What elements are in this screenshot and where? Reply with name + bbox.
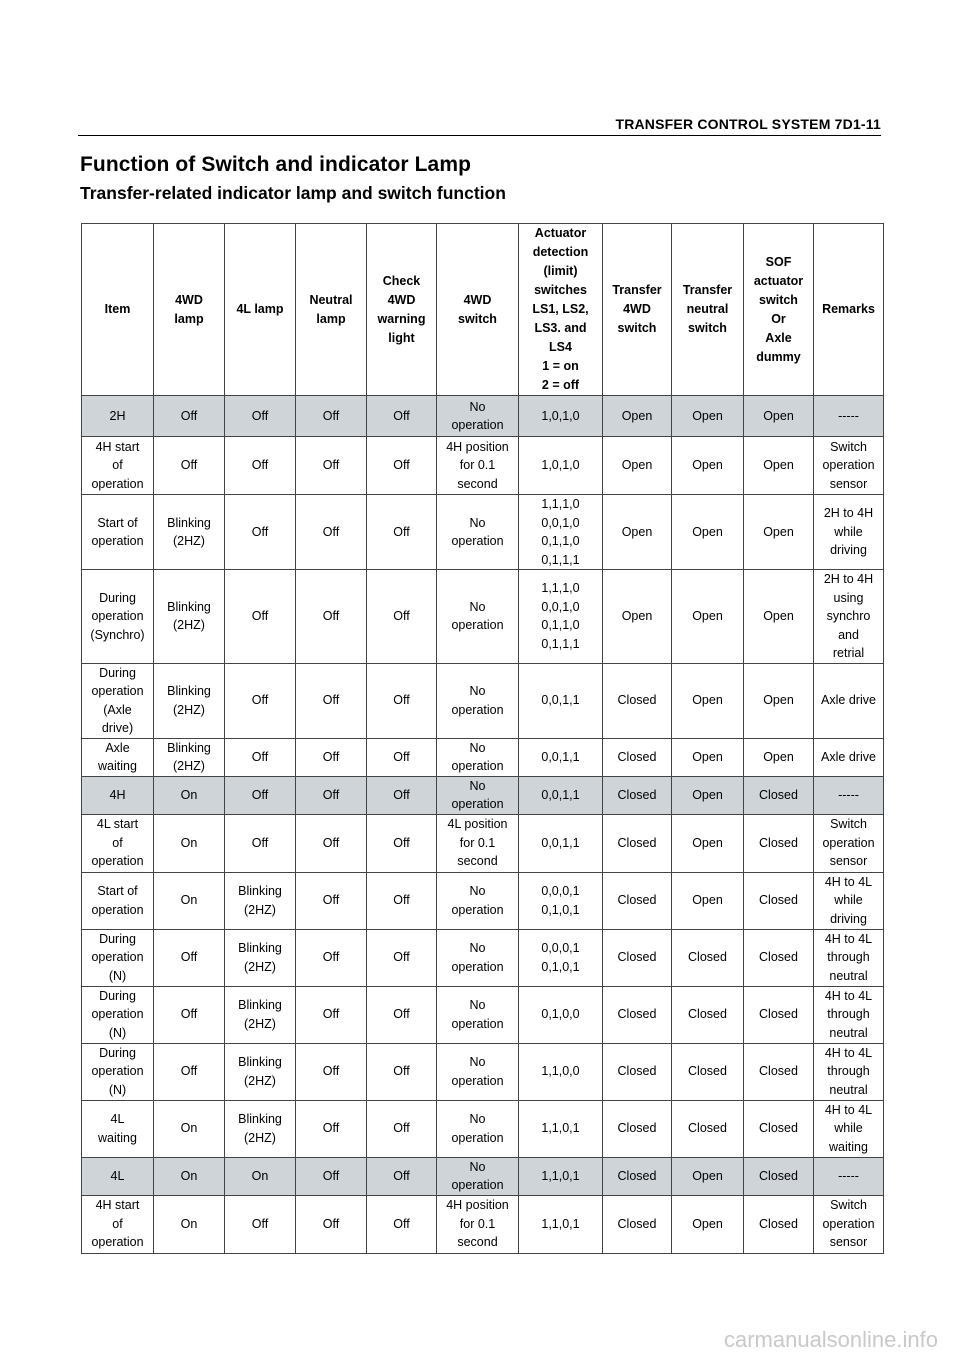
table-cell: Off	[296, 570, 367, 664]
table-cell: Closed	[744, 986, 814, 1043]
header-cell: Actuator detection (limit) switches LS1, LS2, LS3. and LS4 1 = on 2 = off	[519, 224, 603, 396]
table-cell: Open	[672, 663, 744, 738]
table-cell: Blinking (2HZ)	[225, 1043, 296, 1100]
table-row	[82, 1100, 884, 1157]
table-cell: Open	[744, 663, 814, 738]
table-cell: Open	[672, 872, 744, 929]
table-row	[82, 495, 884, 570]
table-cell: 4H	[82, 776, 154, 814]
table-cell: Closed	[603, 929, 672, 986]
table-cell: Off	[225, 738, 296, 776]
header-cell: Neutral lamp	[296, 224, 367, 396]
table-cell: Closed	[603, 776, 672, 814]
table-cell: 4L	[82, 1157, 154, 1195]
header-cell: Check 4WD warning light	[367, 224, 437, 396]
table-cell: During operation (N)	[82, 929, 154, 986]
table-cell: Off	[367, 1043, 437, 1100]
table-cell: Closed	[603, 1043, 672, 1100]
table-cell: 2H	[82, 396, 154, 437]
table-cell: Off	[225, 437, 296, 495]
table-cell: No operation	[437, 738, 519, 776]
table-cell: Closed	[603, 872, 672, 929]
table-cell: Closed	[603, 738, 672, 776]
table-cell: Off	[367, 1195, 437, 1253]
table-cell: Closed	[744, 814, 814, 872]
watermark: carmanualsonline.info	[723, 1327, 938, 1352]
table-cell: During operation (Axle drive)	[82, 663, 154, 738]
table-cell: Off	[367, 738, 437, 776]
table-cell: Off	[367, 1157, 437, 1195]
table-cell: 2H to 4H using synchro and retrial	[814, 570, 884, 664]
table-cell: -----	[814, 1157, 884, 1195]
table-cell: 0,0,0,1 0,1,0,1	[519, 872, 603, 929]
table-cell: Blinking (2HZ)	[154, 738, 225, 776]
table-cell: Open	[672, 1195, 744, 1253]
table-row	[82, 396, 884, 437]
table-cell: -----	[814, 776, 884, 814]
table-cell: 0,0,0,1 0,1,0,1	[519, 929, 603, 986]
table-cell: Off	[296, 1157, 367, 1195]
header-cell: Transfer 4WD switch	[603, 224, 672, 396]
header-cell: SOF actuator switch Or Axle dummy	[744, 224, 814, 396]
table-cell: No operation	[437, 1100, 519, 1157]
header-cell: Remarks	[814, 224, 884, 396]
table-cell: 1,1,0,1	[519, 1100, 603, 1157]
table-cell: On	[154, 776, 225, 814]
table-row	[82, 663, 884, 738]
table-cell: 4H to 4L while driving	[814, 872, 884, 929]
table-cell: No operation	[437, 986, 519, 1043]
table-cell: Start of operation	[82, 495, 154, 570]
table-cell: Closed	[672, 929, 744, 986]
section-title: Function of Switch and indicator Lamp	[80, 153, 472, 176]
table-cell: Axle drive	[814, 663, 884, 738]
table-cell: Closed	[603, 1195, 672, 1253]
table-cell: 4H position for 0.1 second	[437, 437, 519, 495]
table-cell: Switch operation sensor	[814, 437, 884, 495]
table-cell: Open	[744, 437, 814, 495]
table-cell: No operation	[437, 872, 519, 929]
table-cell: Off	[225, 396, 296, 437]
table-cell: 4H to 4L through neutral	[814, 1043, 884, 1100]
table-cell: Off	[154, 437, 225, 495]
table-cell: Open	[744, 738, 814, 776]
table-cell: 4H to 4L while waiting	[814, 1100, 884, 1157]
table-cell: 4H start of operation	[82, 437, 154, 495]
table-cell: On	[154, 872, 225, 929]
table-cell: Off	[225, 1195, 296, 1253]
table-row	[82, 1195, 884, 1253]
table-cell: Open	[744, 495, 814, 570]
table-cell: Open	[672, 814, 744, 872]
table-cell: 2H to 4H while driving	[814, 495, 884, 570]
table-cell: Off	[296, 1195, 367, 1253]
table-cell: Off	[225, 663, 296, 738]
table-cell: No operation	[437, 663, 519, 738]
switch-function-table	[81, 223, 884, 1254]
header-cell: 4L lamp	[225, 224, 296, 396]
header-cell: Item	[82, 224, 154, 396]
table-cell: 1,1,0,1	[519, 1157, 603, 1195]
table-cell: Closed	[603, 1100, 672, 1157]
table-cell: Off	[367, 495, 437, 570]
table-cell: On	[154, 814, 225, 872]
table-cell: During operation (Synchro)	[82, 570, 154, 664]
table-cell: Open	[672, 1157, 744, 1195]
table-cell: Closed	[603, 986, 672, 1043]
table-row	[82, 872, 884, 929]
table-cell: Off	[367, 1100, 437, 1157]
table-cell: Switch operation sensor	[814, 814, 884, 872]
table-cell: Off	[367, 437, 437, 495]
table-cell: Off	[225, 814, 296, 872]
header-cell: 4WD switch	[437, 224, 519, 396]
table-cell: Off	[296, 1100, 367, 1157]
table-cell: Closed	[744, 1043, 814, 1100]
table-cell: No operation	[437, 1043, 519, 1100]
table-cell: Open	[603, 396, 672, 437]
table-cell: Off	[296, 929, 367, 986]
table-cell: Blinking (2HZ)	[225, 872, 296, 929]
table-cell: 1,1,1,0 0,0,1,0 0,1,1,0 0,1,1,1	[519, 495, 603, 570]
table-cell: Off	[367, 814, 437, 872]
table-cell: Open	[672, 570, 744, 664]
table-cell: Open	[603, 437, 672, 495]
table-cell: Open	[672, 738, 744, 776]
table-cell: 4H position for 0.1 second	[437, 1195, 519, 1253]
table-cell: Off	[154, 1043, 225, 1100]
table-cell: Axle waiting	[82, 738, 154, 776]
table-cell: On	[154, 1100, 225, 1157]
table-cell: During operation (N)	[82, 1043, 154, 1100]
table-cell: Blinking (2HZ)	[154, 570, 225, 664]
table-cell: Start of operation	[82, 872, 154, 929]
table-cell: Off	[296, 776, 367, 814]
table-cell: 4H to 4L through neutral	[814, 929, 884, 986]
table-cell: Off	[367, 663, 437, 738]
header-cell: 4WD lamp	[154, 224, 225, 396]
table-cell: No operation	[437, 396, 519, 437]
table-cell: Closed	[744, 776, 814, 814]
table-row	[82, 814, 884, 872]
table-row	[82, 738, 884, 776]
subsection-title: Transfer-related indicator lamp and switch function	[80, 183, 506, 203]
table-cell: 1,1,1,0 0,0,1,0 0,1,1,0 0,1,1,1	[519, 570, 603, 664]
table-cell: Closed	[744, 872, 814, 929]
table-cell: Blinking (2HZ)	[154, 495, 225, 570]
table-cell: Off	[296, 437, 367, 495]
table-cell: Off	[225, 776, 296, 814]
table-cell: Closed	[744, 1100, 814, 1157]
table-cell: 0,0,1,1	[519, 663, 603, 738]
table-cell: Open	[672, 495, 744, 570]
table-cell: Off	[296, 872, 367, 929]
table-cell: No operation	[437, 570, 519, 664]
table-cell: Off	[296, 986, 367, 1043]
table-cell: Off	[367, 570, 437, 664]
table-cell: Off	[154, 396, 225, 437]
table-cell: Closed	[672, 1100, 744, 1157]
table-cell: 0,0,1,1	[519, 738, 603, 776]
table-cell: 1,0,1,0	[519, 437, 603, 495]
table-cell: No operation	[437, 1157, 519, 1195]
table-cell: Blinking (2HZ)	[225, 1100, 296, 1157]
table-cell: 4H start of operation	[82, 1195, 154, 1253]
table-cell: Off	[367, 776, 437, 814]
table-cell: Off	[367, 872, 437, 929]
table-cell: Off	[296, 663, 367, 738]
table-cell: 0,0,1,1	[519, 814, 603, 872]
table-cell: Open	[603, 570, 672, 664]
table-cell: Closed	[603, 663, 672, 738]
table-cell: Off	[296, 814, 367, 872]
table-cell: Off	[296, 495, 367, 570]
table-cell: 1,0,1,0	[519, 396, 603, 437]
table-cell: Off	[296, 738, 367, 776]
table-cell: Closed	[744, 929, 814, 986]
table-cell: Open	[672, 396, 744, 437]
table-row	[82, 1043, 884, 1100]
table-cell: Off	[367, 396, 437, 437]
table-cell: Blinking (2HZ)	[154, 663, 225, 738]
table-cell: Blinking (2HZ)	[225, 929, 296, 986]
table-row	[82, 986, 884, 1043]
table-cell: Off	[154, 986, 225, 1043]
table-cell: -----	[814, 396, 884, 437]
table-cell: No operation	[437, 929, 519, 986]
table-cell: 1,1,0,0	[519, 1043, 603, 1100]
table-cell: Open	[672, 437, 744, 495]
table-cell: 4H to 4L through neutral	[814, 986, 884, 1043]
header-rule	[78, 135, 881, 136]
table-cell: Switch operation sensor	[814, 1195, 884, 1253]
table-cell: Off	[225, 570, 296, 664]
table-cell: Off	[296, 396, 367, 437]
table-row	[82, 437, 884, 495]
table-cell: On	[154, 1157, 225, 1195]
table-cell: Open	[744, 570, 814, 664]
table-cell: 0,1,0,0	[519, 986, 603, 1043]
table-cell: Closed	[603, 1157, 672, 1195]
table-cell: Blinking (2HZ)	[225, 986, 296, 1043]
table-cell: Off	[367, 986, 437, 1043]
table-cell: Axle drive	[814, 738, 884, 776]
table-row	[82, 929, 884, 986]
table-cell: 0,0,1,1	[519, 776, 603, 814]
table-cell: Off	[225, 495, 296, 570]
table-cell: 4L start of operation	[82, 814, 154, 872]
table-cell: No operation	[437, 776, 519, 814]
running-header: TRANSFER CONTROL SYSTEM 7D1-11	[615, 116, 881, 132]
table-cell: 4L position for 0.1 second	[437, 814, 519, 872]
table-cell: On	[154, 1195, 225, 1253]
table-cell: During operation (N)	[82, 986, 154, 1043]
table-row	[82, 776, 884, 814]
table-cell: On	[225, 1157, 296, 1195]
table-cell: 4L waiting	[82, 1100, 154, 1157]
table-cell: Open	[672, 776, 744, 814]
table-row	[82, 570, 884, 664]
table-cell: Closed	[744, 1157, 814, 1195]
table-cell: Closed	[672, 986, 744, 1043]
table-cell: Open	[603, 495, 672, 570]
table-body	[82, 396, 884, 1254]
table-cell: Off	[154, 929, 225, 986]
table-cell: Open	[744, 396, 814, 437]
table-header-row	[82, 224, 884, 396]
table-cell: Off	[296, 1043, 367, 1100]
table-cell: 1,1,0,1	[519, 1195, 603, 1253]
table-cell: Closed	[672, 1043, 744, 1100]
header-cell: Transfer neutral switch	[672, 224, 744, 396]
table-cell: Closed	[744, 1195, 814, 1253]
table-row	[82, 1157, 884, 1195]
table-cell: Closed	[603, 814, 672, 872]
table-cell: No operation	[437, 495, 519, 570]
table-cell: Off	[367, 929, 437, 986]
